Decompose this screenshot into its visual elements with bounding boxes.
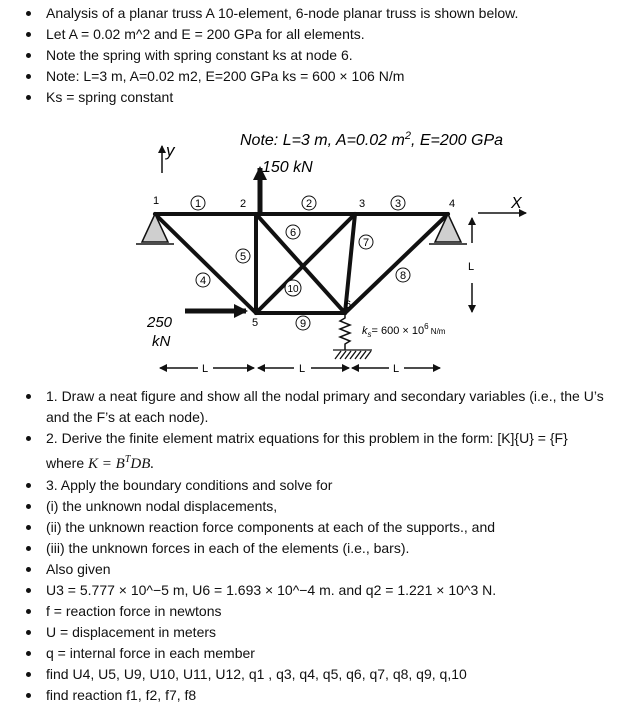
u-definition: U = displacement in meters (0, 622, 634, 643)
given-values: U3 = 5.777 × 10^−5 m, U6 = 1.693 × 10^−4 m. and q2 = 1.221 × 10^3 N. (0, 580, 634, 601)
dim-vertical-label: L (468, 261, 475, 273)
find-reactions: find reaction f1, f2, f7, f8 (0, 685, 634, 706)
element-label: 5 (239, 251, 247, 263)
dim-label: L (299, 363, 306, 375)
task-3: 3. Apply the boundary conditions and solve for (0, 475, 634, 496)
member-8 (345, 214, 448, 313)
element-label: 4 (199, 275, 207, 287)
element-label: 9 (299, 318, 307, 330)
element-label: 7 (362, 237, 370, 249)
task-3-iii: (iii) the unknown forces in each of the elements (i.e., bars). (0, 538, 634, 559)
task-3-ii: (ii) the unknown reaction force components at each of the supports., and (0, 517, 634, 538)
intro-bullet: Let A = 0.02 m^2 and E = 200 GPa for all elements. (0, 24, 634, 45)
intro-bullet-list (0, 3, 634, 108)
task-bullet-list (0, 386, 634, 706)
spring-icon (340, 315, 350, 350)
also-given: Also given (0, 559, 634, 580)
element-label: 3 (394, 198, 402, 210)
stiffness-formula: $K = B^TDB$. (88, 454, 155, 472)
load-label-150kn: 150 kN (262, 159, 313, 176)
truss-members (155, 214, 448, 313)
ground-hatch-icon (333, 350, 372, 359)
y-axis-label: y (166, 141, 175, 160)
node-label: 5 (252, 317, 259, 329)
q-definition: q = internal force in each member (0, 643, 634, 664)
node-label: 3 (359, 198, 366, 210)
intro-bullet: Ks = spring constant (0, 87, 634, 108)
intro-bullet: Note: L=3 m, A=0.02 m2, E=200 GPa ks = 600 × 106 N/m (0, 66, 634, 87)
truss-figure (0, 118, 634, 380)
node-label: 6 (345, 299, 352, 311)
element-label: 8 (399, 270, 407, 282)
element-label: 1 (194, 198, 202, 210)
intro-bullet: Note the spring with spring constant ks at node 6. (0, 45, 634, 66)
load-label-250kn-unit: kN (152, 333, 171, 350)
node-label: 1 (153, 195, 160, 207)
task-2-where: where (46, 455, 89, 471)
figure-note: Note: L=3 m, A=0.02 $m^2$, E=200 GPa (240, 130, 504, 149)
element-label: 10 (287, 284, 299, 295)
node-label: 4 (449, 198, 456, 210)
task-3-i: (i) the unknown nodal displacements, (0, 496, 634, 517)
x-axis-label: X (511, 195, 522, 212)
member-4 (155, 214, 256, 313)
find-unknowns: find U4, U5, U9, U10, U11, U12, q1 , q3, q4, q5, q6, q7, q8, q9, q,10 (0, 664, 634, 685)
task-1: 1. Draw a neat figure and show all the nodal primary and secondary variables (i.e., the U’s and the F’s at each node). (0, 386, 634, 428)
dim-label: L (393, 363, 400, 375)
f-definition: f = reaction force in newtons (0, 601, 634, 622)
spring-constant-label: $k_s= 600 \times 10^6$ $_{N/m}$ (362, 322, 446, 339)
element-label: 6 (289, 227, 297, 239)
node-label: 2 (240, 198, 247, 210)
intro-bullet: Analysis of a planar truss A 10-element, 6-node planar truss is shown below. (0, 3, 634, 24)
element-label: 2 (305, 198, 313, 210)
load-label-250kn-value: 250 (147, 314, 173, 331)
task-2-text: 2. Derive the finite element matrix equations for this problem in the form: [K]{U} = {F} (46, 430, 568, 446)
dim-label: L (202, 363, 209, 375)
task-2 (0, 428, 634, 475)
